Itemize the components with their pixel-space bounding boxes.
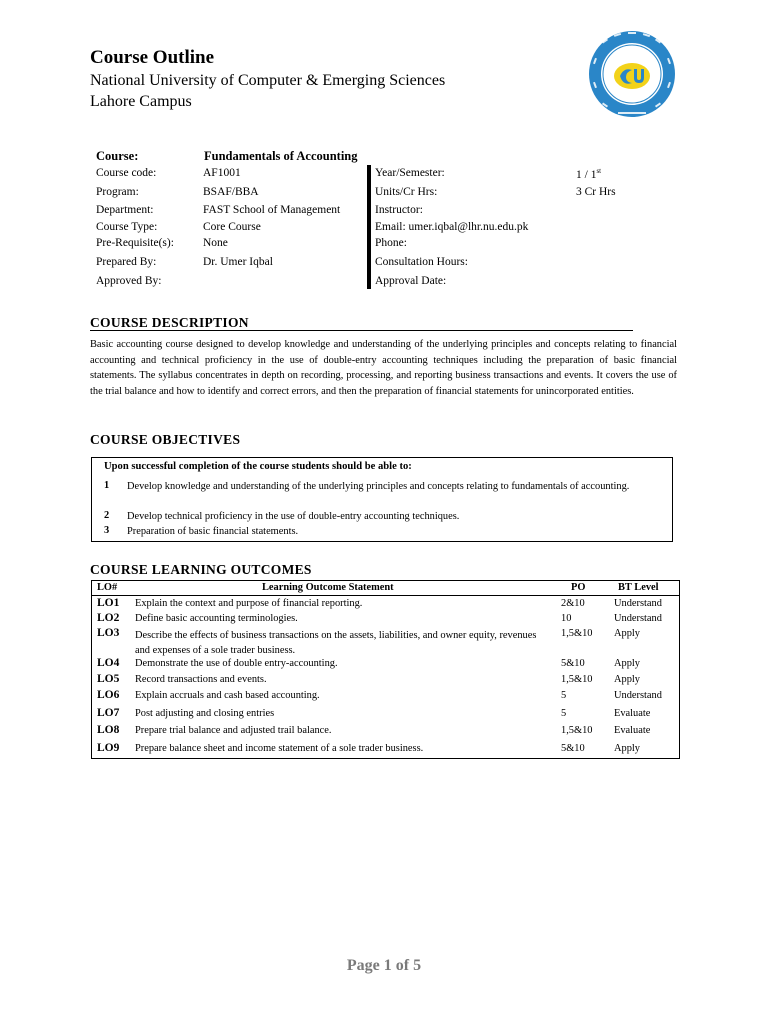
table-row-po: 1,5&10 (561, 628, 593, 639)
table-row-bt: Apply (614, 658, 640, 669)
objectives-heading: COURSE OBJECTIVES (90, 432, 241, 447)
table-row-po: 5 (561, 708, 567, 719)
table-row-statement: Post adjusting and closing entries (135, 708, 275, 719)
heading-underline (90, 330, 633, 331)
info-value: None (203, 237, 228, 249)
table-row-lo: LO1 (97, 597, 120, 609)
description-heading: COURSE DESCRIPTION (90, 315, 249, 330)
info-divider (367, 165, 371, 289)
table-header: LO# (97, 582, 118, 593)
table-row-statement: Prepare trial balance and adjusted trail balance. (135, 725, 332, 736)
outcomes-table (91, 580, 680, 759)
objective-text: Develop knowledge and understanding of the underlying principles and concepts relating to fundamentals of accounting. (127, 481, 630, 492)
table-row-lo: LO2 (97, 612, 120, 624)
table-row-po: 1,5&10 (561, 674, 593, 685)
header-divider (92, 595, 679, 596)
info-value: FAST School of Management (203, 204, 341, 216)
info-value: 3 Cr Hrs (576, 186, 616, 198)
table-row-lo: LO6 (97, 689, 120, 701)
table-header: Learning Outcome Statement (262, 582, 394, 593)
info-label: Instructor: (375, 204, 423, 216)
table-row-bt: Apply (614, 743, 640, 754)
objective-text: Preparation of basic financial statements. (127, 526, 299, 537)
table-row-statement: Demonstrate the use of double entry-accounting. (135, 658, 338, 669)
table-row-lo: LO9 (97, 742, 120, 754)
page-title: Course Outline (90, 47, 215, 68)
table-row-bt: Understand (614, 690, 662, 701)
table-row-statement: Explain accruals and cash based accounting. (135, 690, 320, 701)
table-row-bt: Evaluate (614, 725, 651, 736)
description-text: Basic accounting course designed to develop knowledge and understanding of the underlying principles and concepts relating to financial accounting and technical proficiency in the use of double-entry accounting techniques including the preparation of basic financial statements. The syllabus concentrates in depth on recording, processing, and reporting business transactions and events. It covers the use of the trial balance and how to identify and correct errors, and then the preparation of financial statements for unincorporated entities. (90, 339, 677, 397)
table-row-po: 5&10 (561, 743, 585, 754)
table-row-po: 5 (561, 690, 567, 701)
objectives-box (91, 457, 673, 542)
table-row-lo: LO3 (97, 627, 120, 639)
info-label: Consultation Hours: (375, 256, 468, 268)
info-email: Email: umer.iqbal@lhr.nu.edu.pk (375, 221, 529, 233)
table-row-bt: Understand (614, 598, 662, 609)
campus-name: Lahore Campus (90, 93, 192, 110)
table-row-lo: LO7 (97, 707, 120, 719)
info-label: Course Type: (96, 221, 158, 233)
objective-number: 1 (104, 480, 110, 491)
info-value: AF1001 (203, 167, 241, 179)
table-row-po: 10 (561, 613, 572, 624)
table-row-bt: Understand (614, 613, 662, 624)
outcomes-heading: COURSE LEARNING OUTCOMES (90, 562, 312, 577)
info-label: Program: (96, 186, 139, 198)
info-label: Units/Cr Hrs: (375, 186, 438, 198)
info-label: Approved By: (96, 275, 162, 287)
table-row-lo: LO8 (97, 724, 120, 736)
course-label: Course: (96, 149, 139, 163)
info-value: Dr. Umer Iqbal (203, 256, 273, 268)
page-number: Page 1 of 5 (346, 957, 422, 974)
table-row-bt: Evaluate (614, 708, 651, 719)
info-label: Year/Semester: (375, 167, 445, 179)
table-row-statement: Record transactions and events. (135, 674, 267, 685)
objectives-intro: Upon successful completion of the course students should be able to: (104, 461, 412, 472)
table-row-lo: LO4 (97, 657, 120, 669)
table-row-po: 5&10 (561, 658, 585, 669)
table-row-statement: Define basic accounting terminologies. (135, 613, 298, 624)
info-value: Core Course (203, 221, 261, 233)
info-label: Prepared By: (96, 256, 157, 268)
table-row-bt: Apply (614, 628, 640, 639)
table-header: BT Level (618, 582, 659, 593)
course-info (0, 0, 768, 300)
objective-number: 3 (104, 525, 110, 536)
info-label: Approval Date: (375, 275, 447, 287)
table-row-po: 2&10 (561, 598, 585, 609)
info-value: 1 / 1st (576, 167, 602, 181)
table-header: PO (571, 582, 586, 593)
info-label: Department: (96, 204, 154, 216)
table-row-bt: Apply (614, 674, 640, 685)
info-value: BSAF/BBA (203, 186, 259, 198)
table-row-statement: Prepare balance sheet and income statement of a sole trader business. (135, 743, 424, 754)
info-label: Phone: (375, 237, 407, 249)
objective-text: Develop technical proficiency in the use of double-entry accounting techniques. (127, 511, 460, 522)
table-row-statement: Explain the context and purpose of financial reporting. (135, 598, 363, 609)
university-name: National University of Computer & Emerging Sciences (90, 72, 446, 89)
table-row-po: 1,5&10 (561, 725, 593, 736)
info-label: Pre-Requisite(s): (96, 237, 174, 249)
objective-number: 2 (104, 510, 110, 521)
table-row-lo: LO5 (97, 673, 120, 685)
table-row-statement: Describe the effects of business transactions on the assets, liabilities, and owner equity, revenues and expenses of a sole trader business. (135, 630, 537, 656)
info-label: Course code: (96, 167, 157, 179)
course-name: Fundamentals of Accounting (204, 149, 358, 163)
